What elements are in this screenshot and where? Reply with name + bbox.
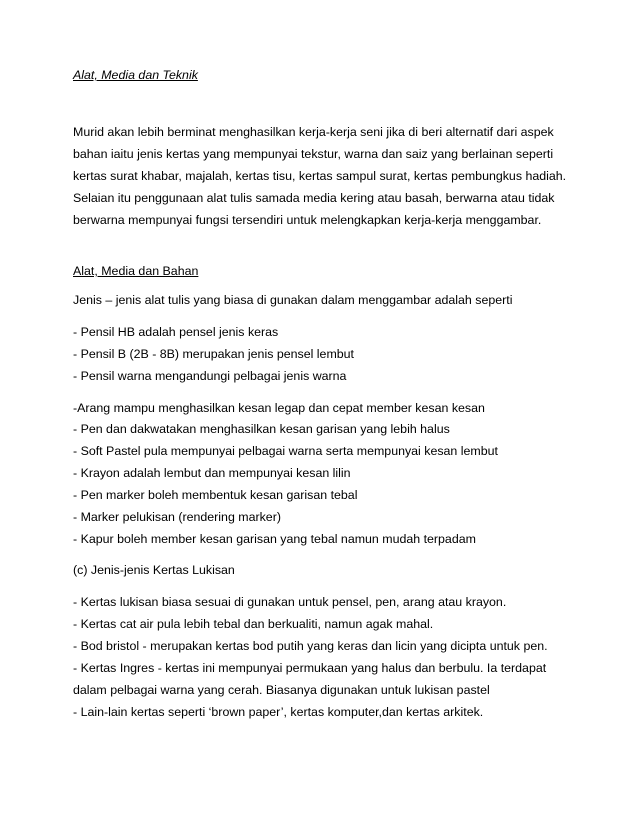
section-heading-alat-media-bahan: Alat, Media dan Bahan (73, 264, 199, 278)
list-item: - Kertas lukisan biasa sesuai di gunakan untuk pensel, pen, arang atau krayon. (73, 595, 507, 609)
paragraph-line: Murid akan lebih berminat menghasilkan kerja-kerja seni jika di beri alternatif dari aspek (73, 125, 554, 139)
list-item: dalam pelbagai warna yang cerah. Biasanya digunakan untuk lukisan pastel (73, 683, 490, 697)
list-item: - Pensil B (2B - 8B) merupakan jenis pensel lembut (73, 347, 354, 361)
list-item: - Bod bristol - merupakan kertas bod putih yang keras dan licin yang dicipta untuk pen. (73, 639, 548, 653)
list-item: - Krayon adalah lembut dan mempunyai kesan lilin (73, 466, 351, 480)
list-item: - Marker pelukisan (rendering marker) (73, 510, 281, 524)
list-item: -Arang mampu menghasilkan kesan legap dan cepat member kesan kesan (73, 401, 485, 415)
intro-line: Jenis – jenis alat tulis yang biasa di gunakan dalam menggambar adalah seperti (73, 293, 513, 307)
list-item: - Kertas cat air pula lebih tebal dan berkualiti, namun agak mahal. (73, 617, 434, 631)
section-heading-alat-media-teknik: Alat, Media dan Teknik (73, 68, 198, 82)
list-item: - Pen dan dakwatakan menghasilkan kesan garisan yang lebih halus (73, 422, 450, 436)
paragraph-line: kertas surat khabar, majalah, kertas tisu, kertas sampul surat, kertas pembungkus hadiah. (73, 169, 567, 183)
list-item: - Lain-lain kertas seperti ‘brown paper’, kertas komputer,dan kertas arkitek. (73, 705, 484, 719)
list-item: - Pensil HB adalah pensel jenis keras (73, 325, 279, 339)
paragraph-line: bahan iaitu jenis kertas yang mempunyai tekstur, warna dan saiz yang berlainan seperti (73, 147, 554, 161)
section-heading-kertas-lukisan: (c) Jenis-jenis Kertas Lukisan (73, 563, 235, 577)
list-item: - Pen marker boleh membentuk kesan garisan tebal (73, 488, 358, 502)
paragraph-line: Selaian itu penggunaan alat tulis samada media kering atau basah, berwarna atau tidak (73, 191, 555, 205)
list-item: - Soft Pastel pula mempunyai pelbagai warna serta mempunyai kesan lembut (73, 444, 498, 458)
list-item: - Kertas Ingres - kertas ini mempunyai permukaan yang halus dan berbulu. Ia terdapat (73, 661, 547, 675)
list-item: - Pensil warna mengandungi pelbagai jenis warna (73, 369, 347, 383)
list-item: - Kapur boleh member kesan garisan yang tebal namun mudah terpadam (73, 532, 476, 546)
paragraph-line: berwarna mempunyai fungsi tersendiri untuk melengkapkan kerja-kerja menggambar. (73, 213, 542, 227)
